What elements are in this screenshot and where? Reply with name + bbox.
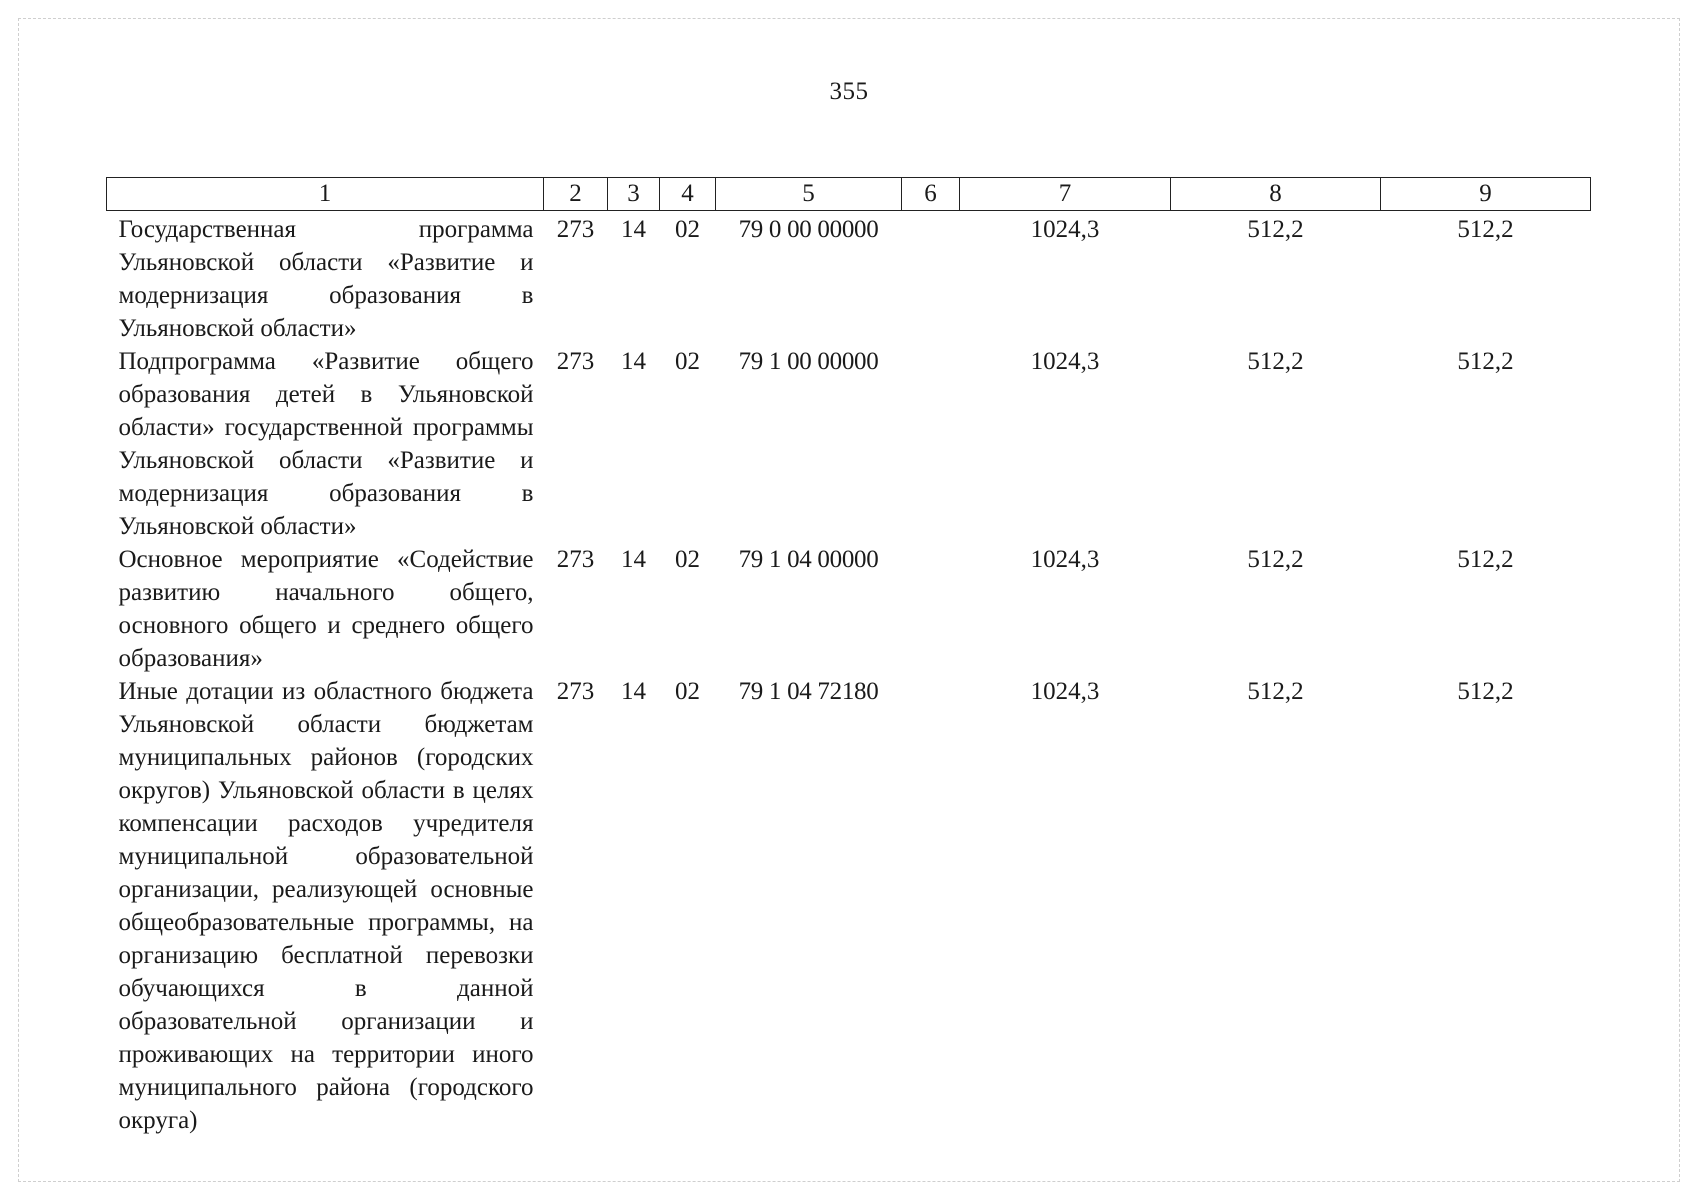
- header-cell-9: 9: [1381, 178, 1591, 211]
- header-cell-8: 8: [1171, 178, 1381, 211]
- row-col3: 14: [621, 348, 646, 375]
- row-col5: 79 1 04 00000: [738, 546, 879, 573]
- row-col4: 02: [675, 546, 700, 573]
- table-row: [107, 211, 1591, 346]
- row-col9: 512,2: [1457, 546, 1514, 573]
- table-row: [107, 543, 1591, 675]
- header-cell-1: 1: [107, 178, 544, 211]
- row-name: Основное мероприятие «Содействие развитию начального общего, основного общего и среднего общего образования»: [118, 546, 534, 672]
- row-col7: 1024,3: [1030, 678, 1100, 705]
- table-header: [107, 178, 1591, 211]
- row-col8: 512,2: [1247, 678, 1304, 705]
- row-col7: 1024,3: [1030, 348, 1100, 375]
- table-row: [107, 345, 1591, 543]
- budget-table: [106, 177, 1591, 1137]
- row-col7: 1024,3: [1030, 546, 1100, 573]
- row-col5: 79 0 00 00000: [738, 216, 879, 243]
- header-cell-4: 4: [660, 178, 716, 211]
- row-col8: 512,2: [1247, 348, 1304, 375]
- row-col2: 273: [556, 546, 595, 573]
- row-col4: 02: [675, 216, 700, 243]
- row-col9: 512,2: [1457, 678, 1514, 705]
- row-col9: 512,2: [1457, 348, 1514, 375]
- row-col4: 02: [675, 678, 700, 705]
- table-row: [107, 675, 1591, 1137]
- row-col2: 273: [556, 216, 595, 243]
- row-name: Подпрограмма «Развитие общего образования детей в Ульяновской области» государственной программы Ульяновской области «Развитие и модернизация образования в Ульяновской области»: [118, 348, 534, 540]
- page-number: 355: [829, 78, 869, 105]
- row-col4: 02: [675, 348, 700, 375]
- row-col8: 512,2: [1247, 546, 1304, 573]
- row-col9: 512,2: [1457, 216, 1514, 243]
- row-col8: 512,2: [1247, 216, 1304, 243]
- header-cell-6: 6: [902, 178, 960, 211]
- header-cell-5: 5: [716, 178, 902, 211]
- row-col2: 273: [556, 678, 595, 705]
- row-col3: 14: [621, 678, 646, 705]
- header-row: [107, 178, 1591, 211]
- row-name: Иные дотации из областного бюджета Ульяновской области бюджетам муниципальных районов (городских округов) Ульяновской области в целях компенсации расходов учредителя муниципальной образовательной организации, реализующей основные общеобразовательные программы, на организацию бесплатной перевозки обучающихся в данной образовательной организации и проживающих на территории иного муниципального района (городского округа): [118, 678, 534, 1134]
- row-name: Государственная программа Ульяновской области «Развитие и модернизация образования в Ульяновской области»: [118, 216, 534, 342]
- header-cell-2: 2: [544, 178, 608, 211]
- row-col3: 14: [621, 546, 646, 573]
- row-col7: 1024,3: [1030, 216, 1100, 243]
- row-col5: 79 1 04 72180: [738, 678, 879, 705]
- row-col6: [902, 675, 960, 1137]
- row-col3: 14: [621, 216, 646, 243]
- row-col6: [902, 211, 960, 346]
- row-col5: 79 1 00 00000: [738, 348, 879, 375]
- header-cell-7: 7: [960, 178, 1171, 211]
- header-cell-3: 3: [608, 178, 660, 211]
- row-col2: 273: [556, 348, 595, 375]
- row-col6: [902, 543, 960, 675]
- row-col6: [902, 345, 960, 543]
- table-body: [107, 211, 1591, 1138]
